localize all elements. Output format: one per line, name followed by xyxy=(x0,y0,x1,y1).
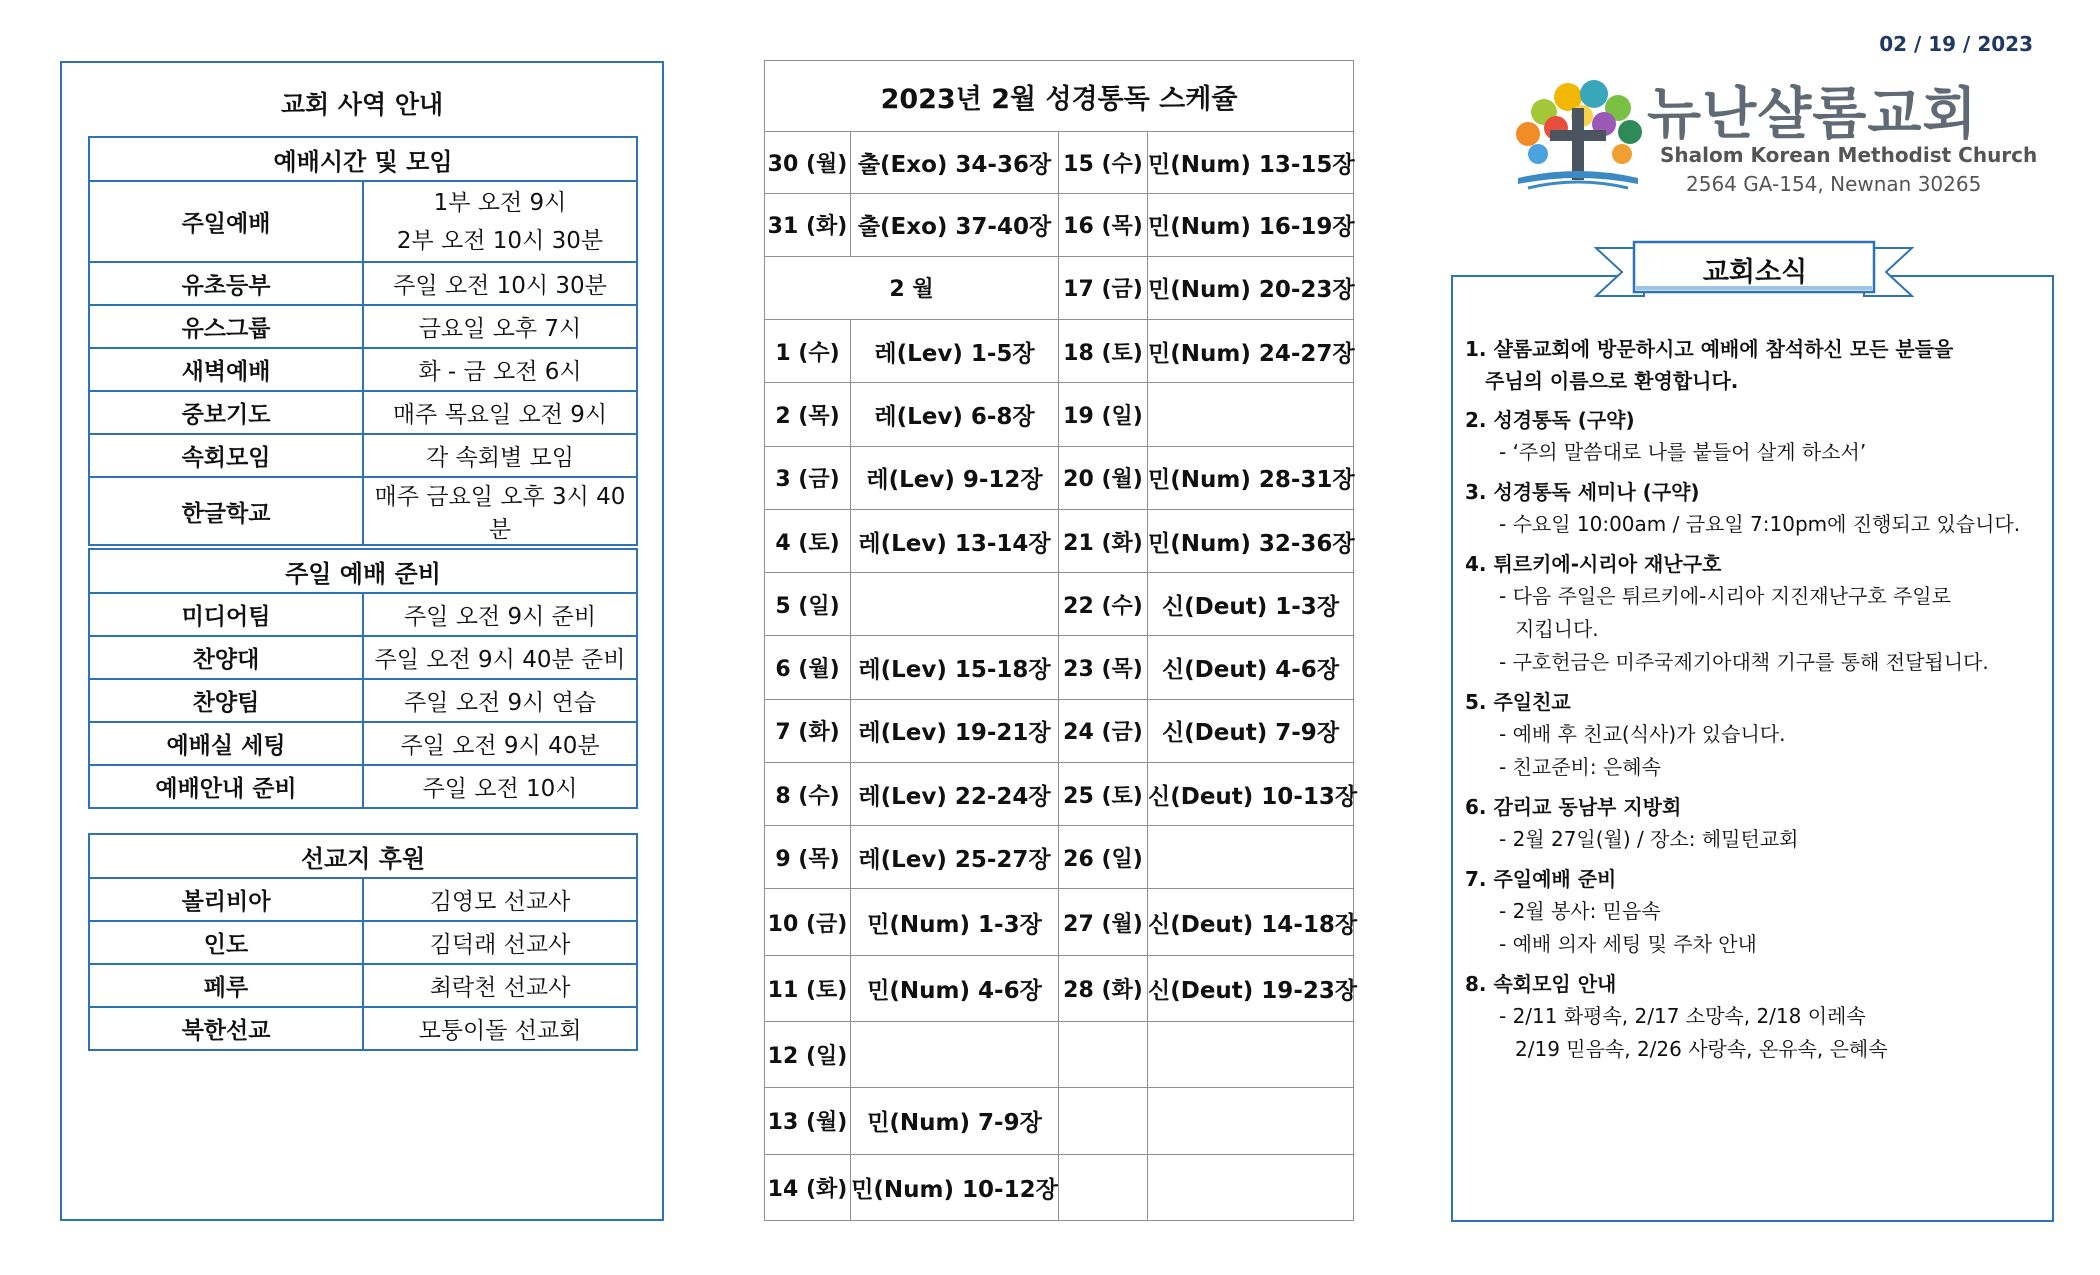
news-item-heading xyxy=(1465,404,2045,436)
schedule-date-cell: 22 (수) xyxy=(1059,573,1148,636)
schedule-date-cell xyxy=(1059,1088,1148,1154)
church-english-name: Shalom Korean Methodist Church xyxy=(1660,143,2038,167)
worship-value: 금요일 오후 7시 xyxy=(363,305,637,348)
schedule-title: 2023년 2월 성경통독 스케쥴 xyxy=(765,61,1354,132)
news-item-heading xyxy=(1465,968,2045,1000)
schedule-row xyxy=(765,509,1354,572)
worship-key: 한글학교 xyxy=(89,477,363,545)
schedule-reading-cell: 레(Lev) 9-12장 xyxy=(851,446,1059,509)
mission-value: 김영모 선교사 xyxy=(363,878,637,921)
schedule-reading-cell xyxy=(851,573,1059,636)
news-heading-text: 8. 속회모임 안내 xyxy=(1465,972,1617,996)
schedule-date-cell: 9 (목) xyxy=(765,826,851,889)
schedule-row xyxy=(765,1022,1354,1088)
schedule-date-cell: 24 (금) xyxy=(1059,699,1148,762)
news-item-heading xyxy=(1465,548,2045,580)
news-item-detail: - 구호헌금은 미주국제기아대책 기구를 통해 전달됩니다. xyxy=(1499,650,1989,674)
news-item-detail: - 2/11 화평속, 2/17 소망속, 2/18 이레속 xyxy=(1499,1004,1866,1028)
schedule-reading-cell: 레(Lev) 22-24장 xyxy=(851,762,1059,825)
schedule-reading-cell xyxy=(1148,1154,1354,1220)
news-title: 교회소식 xyxy=(1702,257,1808,288)
news-item xyxy=(1465,404,2045,469)
schedule-date-cell: 6 (월) xyxy=(765,636,851,699)
schedule-reading-cell: 출(Exo) 37-40장 xyxy=(851,193,1059,256)
schedule-row xyxy=(765,383,1354,446)
news-item-detail: - 다음 주일은 튀르키에-시리아 지진재난구호 주일로 xyxy=(1499,584,1951,608)
mission-key: 볼리비아 xyxy=(89,878,363,921)
news-item-detail: - 친교준비: 은혜속 xyxy=(1499,755,1661,779)
schedule-reading-cell: 민(Num) 10-12장 xyxy=(851,1154,1059,1220)
schedule-date-cell: 19 (일) xyxy=(1059,383,1148,446)
schedule-row xyxy=(765,826,1354,889)
schedule-date-cell: 18 (토) xyxy=(1059,320,1148,383)
schedule-reading-cell: 신(Deut) 7-9장 xyxy=(1148,699,1354,762)
schedule-date-cell: 1 (수) xyxy=(765,320,851,383)
news-list xyxy=(1465,333,2045,1073)
news-item-heading xyxy=(1465,863,2045,895)
ministry-panel xyxy=(60,61,664,1221)
news-item-heading xyxy=(1465,791,2045,823)
worship-key: 유초등부 xyxy=(89,262,363,305)
schedule-date-cell: 30 (월) xyxy=(765,132,851,193)
worship-value: 각 속회별 모임 xyxy=(363,434,637,477)
schedule-row xyxy=(765,699,1354,762)
schedule-date-cell: 16 (목) xyxy=(1059,193,1148,256)
schedule-row xyxy=(765,762,1354,825)
mission-key: 북한선교 xyxy=(89,1007,363,1050)
bulletin-date: 02 / 19 / 2023 xyxy=(1879,32,2033,56)
schedule-row xyxy=(765,889,1354,955)
news-item xyxy=(1465,548,2045,679)
schedule-reading-cell: 신(Deut) 1-3장 xyxy=(1148,573,1354,636)
schedule-row xyxy=(765,132,1354,193)
prep-key: 찬양대 xyxy=(89,636,363,679)
news-item xyxy=(1465,333,2045,397)
schedule-reading-cell: 레(Lev) 15-18장 xyxy=(851,636,1059,699)
schedule-date-cell: 11 (토) xyxy=(765,955,851,1021)
news-heading-text: 5. 주일친교 xyxy=(1465,690,1571,714)
schedule-reading-cell: 출(Exo) 34-36장 xyxy=(851,132,1059,193)
worship-value-line: 1부 오전 9시 xyxy=(433,189,567,216)
schedule-date-cell: 15 (수) xyxy=(1059,132,1148,193)
news-item-detail: - 2월 봉사: 믿음속 xyxy=(1499,899,1661,923)
mission-key: 인도 xyxy=(89,921,363,964)
schedule-row xyxy=(765,955,1354,1021)
schedule-date-cell: 3 (금) xyxy=(765,446,851,509)
schedule-reading-cell: 레(Lev) 19-21장 xyxy=(851,699,1059,762)
schedule-reading-cell: 민(Num) 4-6장 xyxy=(851,955,1059,1021)
mission-value: 김덕래 선교사 xyxy=(363,921,637,964)
schedule-reading-cell: 민(Num) 7-9장 xyxy=(851,1088,1059,1154)
schedule-date-cell xyxy=(1059,1154,1148,1220)
schedule-date-cell: 5 (일) xyxy=(765,573,851,636)
schedule-date-cell: 28 (화) xyxy=(1059,955,1148,1021)
schedule-reading-cell: 민(Num) 28-31장 xyxy=(1148,446,1354,509)
prep-value: 주일 오전 9시 40분 xyxy=(363,722,637,765)
news-heading-text: 2. 성경통독 (구약) xyxy=(1465,408,1635,432)
schedule-row xyxy=(765,320,1354,383)
schedule-date-cell: 20 (월) xyxy=(1059,446,1148,509)
worship-value: 주일 오전 10시 30분 xyxy=(363,262,637,305)
news-item-detail: - 수요일 10:00am / 금요일 7:10pm에 진행되고 있습니다. xyxy=(1499,512,2021,536)
worship-key: 속회모임 xyxy=(89,434,363,477)
schedule-row xyxy=(765,446,1354,509)
worship-value: 매주 금요일 오후 3시 40분 xyxy=(363,477,637,545)
news-item-heading xyxy=(1465,686,2045,718)
prep-value: 주일 오전 9시 연습 xyxy=(363,679,637,722)
schedule-date-cell: 13 (월) xyxy=(765,1088,851,1154)
news-item-detail: - 예배 의자 세팅 및 주차 안내 xyxy=(1499,932,1757,956)
schedule-row xyxy=(765,193,1354,256)
news-item-detail: 지킵니다. xyxy=(1515,617,1599,641)
schedule-reading-cell: 신(Deut) 14-18장 xyxy=(1148,889,1354,955)
schedule-reading-cell xyxy=(1148,1022,1354,1088)
worship-value: 화 - 금 오전 6시 xyxy=(363,348,637,391)
news-heading-text: 7. 주일예배 준비 xyxy=(1465,867,1617,891)
mission-value: 최락천 선교사 xyxy=(363,964,637,1007)
mission-table xyxy=(88,833,638,1051)
schedule-reading-cell xyxy=(1148,383,1354,446)
news-item xyxy=(1465,476,2045,541)
schedule-date-cell: 8 (수) xyxy=(765,762,851,825)
worship-value xyxy=(363,181,637,262)
news-item-detail: - ‘주의 말씀대로 나를 붙들어 살게 하소서’ xyxy=(1499,440,1867,464)
schedule-reading-cell: 민(Num) 24-27장 xyxy=(1148,320,1354,383)
prep-table xyxy=(88,548,638,809)
schedule-date-cell: 10 (금) xyxy=(765,889,851,955)
schedule-date-cell: 26 (일) xyxy=(1059,826,1148,889)
schedule-date-cell: 27 (월) xyxy=(1059,889,1148,955)
news-item-heading xyxy=(1465,476,2045,508)
schedule-reading-cell: 레(Lev) 6-8장 xyxy=(851,383,1059,446)
schedule-date-cell: 4 (토) xyxy=(765,509,851,572)
schedule-date-cell: 25 (토) xyxy=(1059,762,1148,825)
worship-value: 매주 목요일 오전 9시 xyxy=(363,391,637,434)
schedule-reading-cell: 민(Num) 16-19장 xyxy=(1148,193,1354,256)
schedule-reading-cell xyxy=(1148,1088,1354,1154)
schedule-reading-cell xyxy=(1148,826,1354,889)
news-heading-text: 1. 샬롬교회에 방문하시고 예배에 참석하신 모든 분들을 xyxy=(1465,337,1954,361)
mission-value: 모퉁이돌 선교회 xyxy=(363,1007,637,1050)
worship-key: 주일예배 xyxy=(89,181,363,262)
schedule-reading-cell: 레(Lev) 25-27장 xyxy=(851,826,1059,889)
month-label-cell: 2 월 xyxy=(765,256,1059,319)
schedule-date-cell xyxy=(1059,1022,1148,1088)
prep-key: 예배실 세팅 xyxy=(89,722,363,765)
church-name: 뉴난샬롬교회 xyxy=(1647,82,1978,147)
schedule-reading-cell: 민(Num) 13-15장 xyxy=(1148,132,1354,193)
schedule-reading-cell: 민(Num) 1-3장 xyxy=(851,889,1059,955)
schedule-row xyxy=(765,1154,1354,1220)
news-item-detail: - 2월 27일(월) / 장소: 헤밀턴교회 xyxy=(1499,827,1799,851)
prep-key: 미디어팀 xyxy=(89,593,363,636)
news-item-detail: 2/19 믿음속, 2/26 사랑속, 온유속, 은혜속 xyxy=(1515,1037,1888,1061)
news-item xyxy=(1465,968,2045,1066)
schedule-reading-cell: 신(Deut) 4-6장 xyxy=(1148,636,1354,699)
worship-header: 예배시간 및 모임 xyxy=(89,137,637,181)
news-heading-text: 주님의 이름으로 환영합니다. xyxy=(1485,369,1739,393)
prep-header: 주일 예배 준비 xyxy=(89,549,637,593)
news-item xyxy=(1465,863,2045,961)
prep-value: 주일 오전 9시 준비 xyxy=(363,593,637,636)
news-heading-text: 6. 감리교 동남부 지방회 xyxy=(1465,795,1682,819)
schedule-date-cell: 7 (화) xyxy=(765,699,851,762)
news-item xyxy=(1465,686,2045,784)
news-item xyxy=(1465,791,2045,856)
news-heading-text: 4. 튀르키에-시리아 재난구호 xyxy=(1465,552,1722,576)
reading-schedule-table xyxy=(764,60,1358,1221)
schedule-row xyxy=(765,256,1354,319)
schedule-date-cell: 21 (화) xyxy=(1059,509,1148,572)
church-address: 2564 GA-154, Newnan 30265 xyxy=(1686,172,1982,196)
schedule-reading-cell: 민(Num) 20-23장 xyxy=(1148,256,1354,319)
mission-header: 선교지 후원 xyxy=(89,834,637,878)
prep-value: 주일 오전 10시 xyxy=(363,765,637,808)
schedule-row xyxy=(765,636,1354,699)
worship-key: 중보기도 xyxy=(89,391,363,434)
schedule-reading-cell: 신(Deut) 19-23장 xyxy=(1148,955,1354,1021)
prep-value: 주일 오전 9시 40분 준비 xyxy=(363,636,637,679)
ministry-title: 교회 사역 안내 xyxy=(280,90,444,119)
worship-table xyxy=(88,136,638,546)
worship-value-line: 2부 오전 10시 30분 xyxy=(396,227,604,254)
schedule-row xyxy=(765,1088,1354,1154)
prep-key: 예배안내 준비 xyxy=(89,765,363,808)
schedule-date-cell: 12 (일) xyxy=(765,1022,851,1088)
worship-key: 새벽예배 xyxy=(89,348,363,391)
schedule-reading-cell xyxy=(851,1022,1059,1088)
news-heading-text: 3. 성경통독 세미나 (구약) xyxy=(1465,480,1700,504)
news-item-heading xyxy=(1465,333,2045,397)
schedule-reading-cell: 레(Lev) 13-14장 xyxy=(851,509,1059,572)
schedule-date-cell: 17 (금) xyxy=(1059,256,1148,319)
schedule-date-cell: 2 (목) xyxy=(765,383,851,446)
worship-key: 유스그룹 xyxy=(89,305,363,348)
prep-key: 찬양팀 xyxy=(89,679,363,722)
news-item-detail: - 예배 후 친교(식사)가 있습니다. xyxy=(1499,722,1786,746)
church-logo-icon xyxy=(1498,72,1656,196)
mission-key: 페루 xyxy=(89,964,363,1007)
schedule-date-cell: 23 (목) xyxy=(1059,636,1148,699)
schedule-reading-cell: 레(Lev) 1-5장 xyxy=(851,320,1059,383)
schedule-reading-cell: 민(Num) 32-36장 xyxy=(1148,509,1354,572)
schedule-reading-cell: 신(Deut) 10-13장 xyxy=(1148,762,1354,825)
schedule-date-cell: 31 (화) xyxy=(765,193,851,256)
schedule-date-cell: 14 (화) xyxy=(765,1154,851,1220)
schedule-row xyxy=(765,573,1354,636)
